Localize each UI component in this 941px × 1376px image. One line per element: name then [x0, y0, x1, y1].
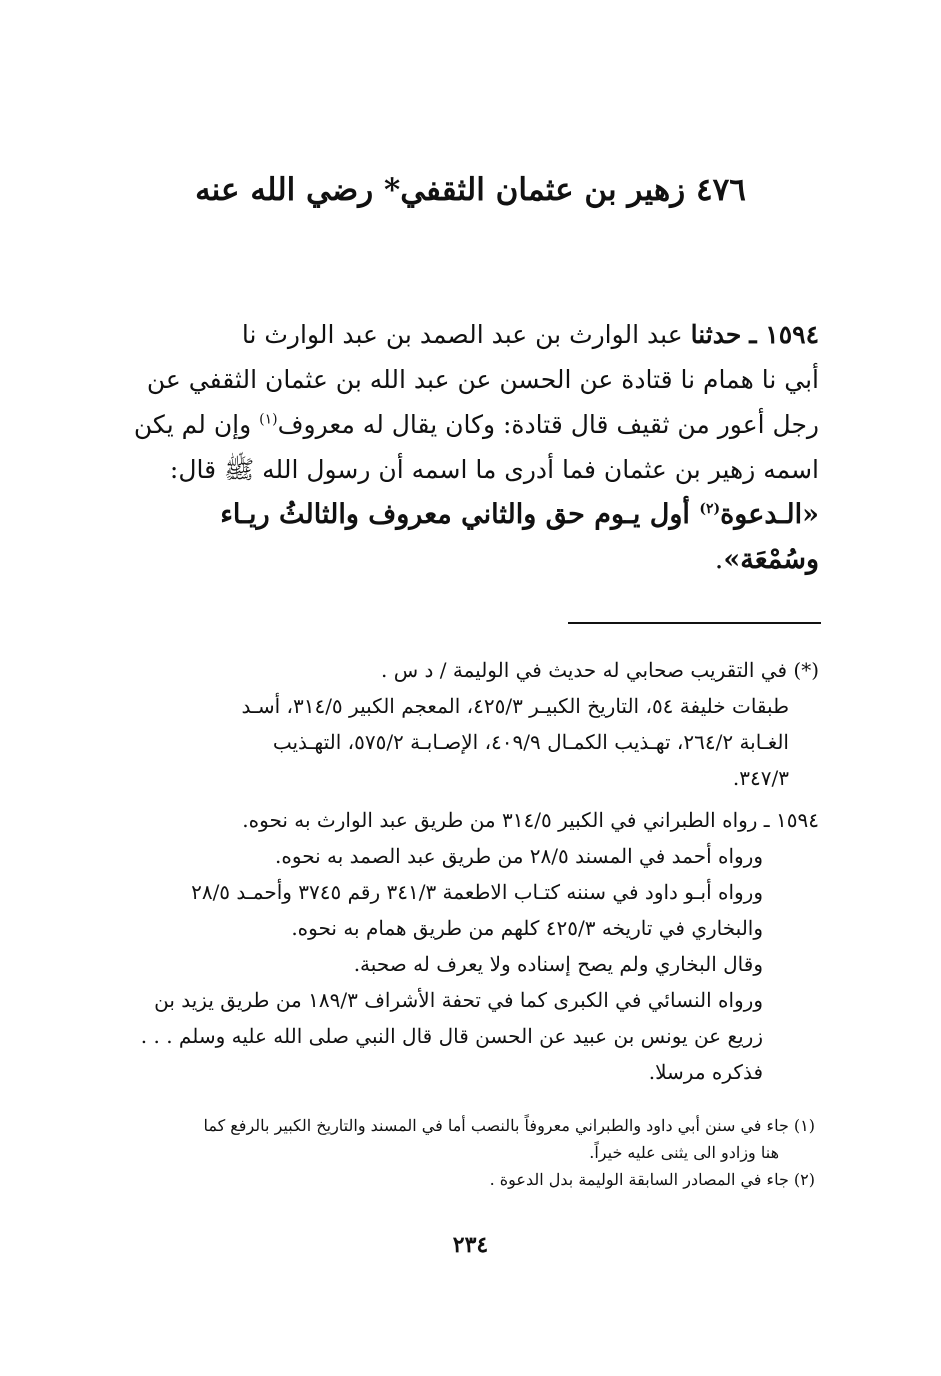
footnote-1-line-2: هنا وزادو الى يثنى عليه خيراً. — [589, 1143, 779, 1162]
hadith-matn-period: . — [714, 544, 724, 575]
star-note-line-2: طبقات خليفة ٥٤، التاريخ الكبيـر ٤٢٥/٣، المعجم الكبير ٣١٤/٥، أسـد — [241, 694, 789, 718]
takhrij-line-8: فذكره مرسلا. — [648, 1060, 763, 1084]
takhrij-note — [119, 802, 819, 1090]
hadith-matn-b: أول يـوم حق والثاني معروف والثالثُ ريـاء — [220, 499, 690, 530]
footnote-ref-1[interactable]: (١) — [259, 411, 278, 428]
hadith-line-3-b: وإن لم يكن — [133, 410, 252, 439]
hadith-line-2: أبي نا همام نا قتادة عن الحسن عن عبد الله بن عثمان الثقفي عن — [146, 365, 819, 394]
hadith-matn-c: وسُمْعَة» — [723, 544, 819, 575]
notes-separator — [568, 622, 821, 624]
takhrij-line-3: ورواه أبـو داود في سننه كتـاب الاطعمة ٣٤١/٣ رقم ٣٧٤٥ وأحمـد ٢٨/٥ — [191, 880, 763, 904]
hadith-line-4: اسمه زهير بن عثمان فما أدرى ما اسمه أن رسول الله ﷺ قال: — [169, 455, 819, 484]
star-note — [119, 652, 819, 796]
hadith-matn-a: «الـدعوة — [720, 499, 819, 530]
hadith-number: ١٥٩٤ ـ — [749, 320, 819, 349]
star-note-line-3: الغـابة ٢٦٤/٢، تهـذيب الكمـال ٤٠٩/٩، الإصـابـة ٥٧٥/٢، التهـذيب — [272, 730, 789, 754]
footnote-ref-2[interactable]: (٢) — [699, 501, 721, 517]
hadith-matn — [119, 492, 819, 537]
notes-section — [119, 652, 819, 1090]
takhrij-line-7: زريع عن يونس بن عبيد عن الحسن قال قال النبي صلى الله عليه وسلم . . . — [140, 1024, 763, 1048]
footnote-1-line-1: (١) جاء في سنن أبي داود والطبراني معروفاً بالنصب أما في المسند والتاريخ الكبير بالرفع كما — [203, 1116, 815, 1135]
takhrij-line-1: ١٥٩٤ ـ رواه الطبراني في الكبير ٣١٤/٥ من طريق عبد الوارث به نحوه. — [242, 808, 819, 832]
hadith-line-1-rest: عبد الوارث بن عبد الصمد بن عبد الوارث نا — [241, 320, 683, 349]
takhrij-line-4: والبخاري في تاريخه ٤٢٥/٣ كلهم من طريق همام به نحوه. — [291, 916, 763, 940]
hadith-line-3-a: رجل أعور من ثقيف قال قتادة: وكان يقال له معروف — [277, 410, 819, 439]
takhrij-line-6: ورواه النسائي في الكبرى كما في تحفة الأشراف ١٨٩/٣ من طريق يزيد بن — [154, 988, 763, 1012]
hadith-matn-end — [119, 537, 819, 582]
takhrij-line-2: ورواه أحمد في المسند ٢٨/٥ من طريق عبد الصمد به نحوه. — [275, 844, 763, 868]
hadith-line-1 — [119, 312, 819, 357]
footnotes-section — [125, 1112, 815, 1193]
page-number: ٢٣٤ — [452, 1232, 489, 1258]
star-note-line-1: (*) في التقريب صحابي له حديث في الوليمة / د س . — [381, 658, 819, 682]
takhrij-line-5: وقال البخاري ولم يصح إسناده ولا يعرف له صحبة. — [353, 952, 763, 976]
hadith-text — [119, 312, 819, 582]
chapter-title: ٤٧٦ زهير بن عثمان الثقفي* رضي الله عنه — [195, 172, 746, 208]
hadith-chain-intro: حدثنا — [690, 320, 742, 349]
hadith-line-3 — [119, 402, 819, 447]
star-note-line-4: ٣٤٧/٣. — [732, 766, 789, 790]
footnote-2: (٢) جاء في المصادر السابقة الوليمة بدل الدعوة . — [489, 1170, 815, 1189]
